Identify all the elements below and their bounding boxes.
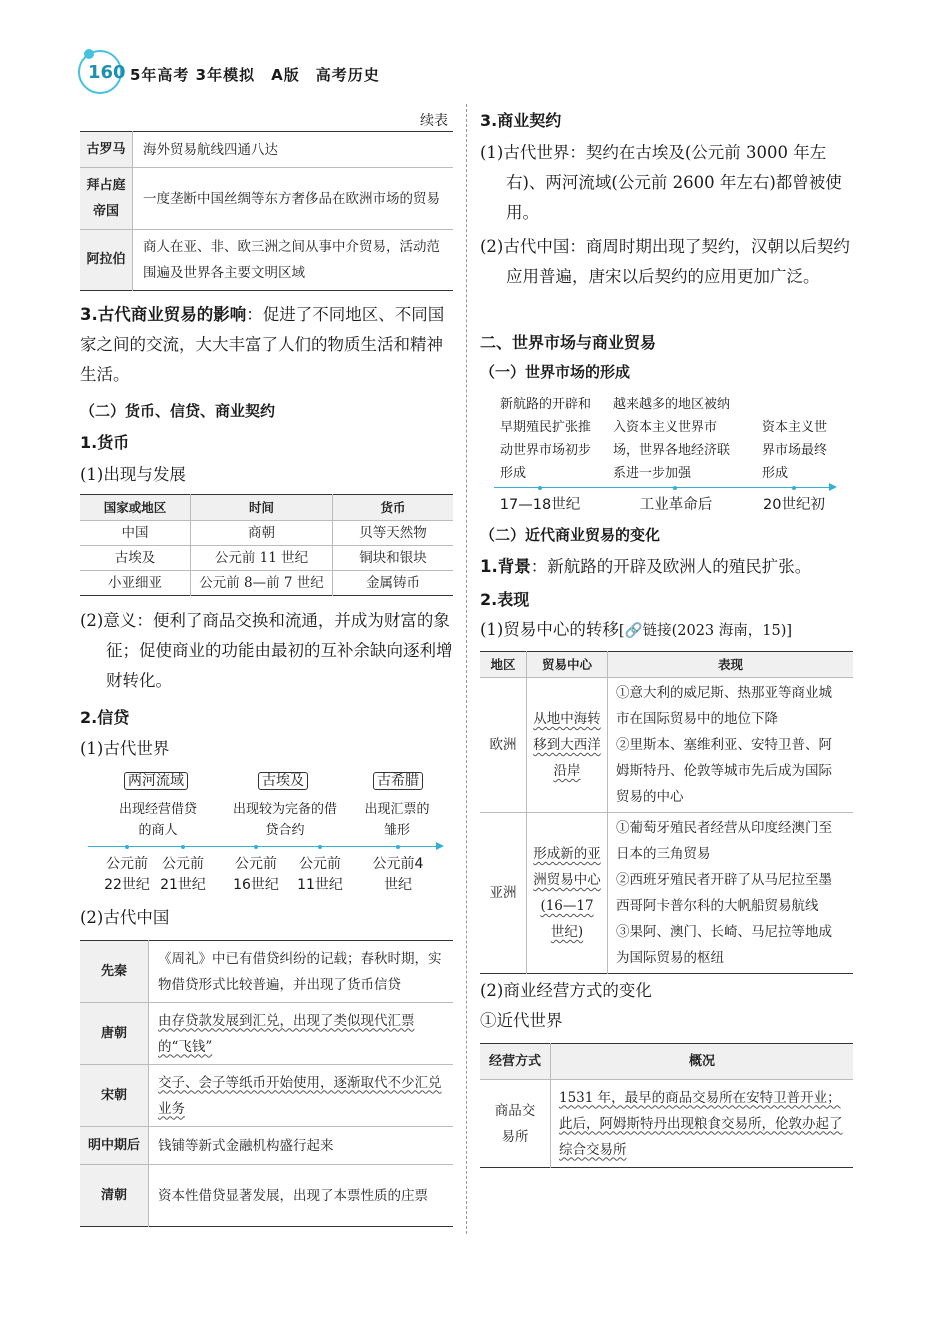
tick-label: 公元前22世纪: [104, 856, 150, 893]
timeline-axis: [88, 846, 440, 847]
continued-label: 续表: [420, 113, 448, 129]
page-number: 160: [88, 62, 126, 83]
period-cell: 明中期后: [80, 1127, 149, 1165]
header-overview: 概况: [688, 1053, 715, 1069]
table-row: [80, 546, 453, 571]
text-cell: 海外贸易航线四通八达: [143, 141, 278, 158]
performance-cell: [608, 678, 854, 813]
table-row: [80, 230, 453, 291]
header-center: 贸易中心: [527, 652, 608, 678]
credit-sub1: (1)古代世界: [80, 739, 170, 758]
performance-item: ①意大利的威尼斯、热那亚等商业城市在国际贸易中的地位下降: [616, 685, 832, 727]
sub2-title: （二）近代商业贸易的变化: [480, 526, 661, 544]
money-table: [80, 494, 453, 596]
table-row: [480, 1080, 853, 1168]
text-cell: 商人在亚、非、欧三洲之间从事中介贸易，活动范围遍及世界各主要文明区域: [143, 239, 440, 281]
region-cell: 欧洲: [480, 678, 527, 813]
table-row: [80, 168, 453, 230]
period-cell: 清朝: [80, 1165, 149, 1227]
performance-sub2: (2)商业经营方式的变化: [480, 981, 652, 1000]
table-row: [480, 678, 853, 813]
tick-label: 公元前11世纪: [297, 856, 343, 893]
tick-label: 公元前21世纪: [160, 856, 206, 893]
cell: 公元前 8—前 7 世纪: [191, 571, 333, 596]
cell: 商朝: [191, 521, 333, 546]
performance-item: ①葡萄牙殖民者经营从印度经澳门至日本的三角贸易: [616, 820, 832, 862]
cell: 金属铸币: [366, 575, 420, 591]
timeline-tick: [254, 845, 258, 849]
center-cell: 从地中海转移到大西洋沿岸: [527, 678, 608, 813]
header-region: 地区: [480, 652, 527, 678]
cell: 贝等天然物: [359, 525, 427, 541]
part2-title: 二、世界市场与商业贸易: [480, 333, 657, 352]
trade-table: [80, 131, 453, 291]
performance-heading: 2.表现: [480, 590, 530, 609]
timeline-box: 两河流域: [120, 771, 192, 792]
contract-p1: (1)古代世界：契约在古埃及(公元前 3000 年左右)、两河流域(公元前 2600 年左右)都曾被使用。: [480, 143, 842, 222]
table-header-row: [480, 1044, 853, 1080]
credit-sub2: (2)古代中国: [80, 908, 170, 927]
trade-center-table: [480, 651, 853, 974]
section2-title: （二）货币、信贷、商业契约: [80, 402, 276, 420]
modern-world-label: ①近代世界: [480, 1011, 563, 1030]
text-cell: 由存贷款发展到汇兑，出现了类似现代汇票的“飞钱”: [158, 1012, 415, 1055]
table-row: [480, 813, 853, 974]
china-credit-table: [80, 940, 453, 1227]
credit-heading: 2.信贷: [80, 708, 130, 727]
period-cell: 先秦: [80, 941, 149, 1003]
timeline-tick: [125, 845, 129, 849]
timeline-desc: 越来越多的地区被纳入资本主义世界市场，世界各地经济联系进一步加强: [613, 397, 731, 481]
performance-sub1-line: [480, 615, 792, 646]
badge-dot: [84, 49, 94, 59]
table-row: [80, 132, 453, 168]
background-label: 1.背景: [480, 557, 531, 576]
money-sub2: (2)意义：便利了商品交换和流通，并成为财富的象征；促使商业的功能由最初的互补余缺向逐利增财转化。: [80, 611, 453, 690]
sub1-title: （一）世界市场的形成: [480, 363, 631, 381]
cell: 公元前 11 世纪: [191, 546, 333, 571]
contract-heading: 3.商业契约: [480, 111, 562, 130]
text-cell: 一度垄断中国丝绸等东方奢侈品在欧洲市场的贸易: [143, 190, 440, 207]
period-cell: 唐朝: [80, 1003, 149, 1065]
cell: 古埃及: [80, 546, 191, 571]
timeline-axis: [494, 487, 832, 488]
period-cell: 宋朝: [80, 1065, 149, 1127]
performance-sub1: (1)贸易中心的转移: [480, 620, 619, 639]
timeline-box: 古埃及: [247, 771, 319, 792]
text-cell: 钱铺等新式金融机构盛行起来: [158, 1137, 334, 1154]
cell: 中国: [80, 521, 191, 546]
timeline-desc: 出现较为完备的借贷合约: [233, 802, 338, 838]
timeline-label: 17—18世纪: [499, 497, 581, 513]
impact-paragraph: [80, 300, 455, 390]
timeline-desc: 新航路的开辟和早期殖民扩张推动世界市场初步形成: [500, 397, 592, 481]
timeline-tick: [673, 486, 677, 490]
performance-cell: [608, 813, 854, 974]
performance-item: ③果阿、澳门、长崎、马尼拉等地成为国际贸易的枢纽: [616, 924, 832, 966]
background-text: ：新航路的开辟及欧洲人的殖民扩张。: [530, 557, 812, 576]
column-divider: [466, 104, 467, 1234]
series-title: 5年高考 3年模拟 A版 高考历史: [130, 66, 380, 84]
table-row: [80, 571, 453, 596]
timeline-tick: [396, 845, 400, 849]
header-performance: 表现: [717, 656, 743, 672]
timeline-label: 20世纪初: [763, 497, 825, 513]
text-cell: 资本性借贷显著发展，出现了本票性质的庄票: [158, 1187, 428, 1204]
contract-p2: (2)古代中国：商周时期出现了契约，汉朝以后契约应用普遍，唐宋以后契约的应用更加广泛。: [480, 237, 850, 286]
timeline-desc: 资本主义世界市场最终形成: [762, 420, 828, 481]
region-cell: 阿拉伯: [80, 230, 133, 291]
impact-text: ：促进了不同地区、不同国家之间的交流，大大丰富了人们的物质生活和精神生活。: [80, 305, 445, 384]
tick-label: 公元前4世纪: [372, 856, 424, 893]
table-header-row: [80, 495, 453, 521]
cell: 小亚细亚: [80, 571, 191, 596]
cell: 铜块和银块: [359, 550, 427, 566]
timeline-label: 工业革命后: [639, 497, 713, 513]
header-currency: 货币: [380, 499, 406, 515]
money-heading: 1.货币: [80, 433, 130, 452]
background-paragraph: [480, 552, 855, 582]
arrow-icon: [436, 842, 444, 850]
mode-cell: 商品交易所: [480, 1080, 551, 1168]
link-reference[interactable]: [🔗链接(2023 海南，15)]: [618, 623, 793, 639]
table-row: [80, 941, 453, 1003]
performance-item: ②西班牙殖民者开辟了从马尼拉至墨西哥阿卡普尔科的大帆船贸易航线: [616, 872, 832, 914]
overview-cell: 1531 年，最早的商品交易所在安特卫普开业；此后，阿姆斯特丹出现粮食交易所，伦敦办起了综合交易所: [559, 1089, 843, 1158]
timeline-desc: 出现汇票的雏形: [364, 802, 430, 838]
header-time: 时间: [191, 495, 333, 521]
center-cell: 形成新的亚洲贸易中心(16—17 世纪): [527, 813, 608, 974]
timeline-box: 古希腊: [362, 771, 434, 792]
header-region: 国家或地区: [80, 495, 191, 521]
timeline-tick: [792, 486, 796, 490]
arrow-icon: [829, 483, 837, 491]
timeline-desc: 出现经营借贷的商人: [118, 802, 197, 838]
header-mode: 经营方式: [480, 1044, 551, 1080]
table-header-row: [480, 652, 853, 678]
region-cell: 古罗马: [80, 132, 133, 168]
region-cell: 亚洲: [480, 813, 527, 974]
table-row: [80, 1003, 453, 1065]
text-cell: 《周礼》中已有借贷纠纷的记载；春秋时期，实物借贷形式比较普遍，并出现了货币信贷: [158, 950, 442, 993]
performance-item: ②里斯本、塞维利亚、安特卫普、阿姆斯特丹、伦敦等城市先后成为国际贸易的中心: [616, 737, 832, 805]
impact-heading: 3.古代商业贸易的影响: [80, 305, 247, 324]
timeline-tick: [318, 845, 322, 849]
table-row: [80, 1165, 453, 1227]
timeline-tick: [181, 845, 185, 849]
table-row: [80, 521, 453, 546]
table-row: [80, 1127, 453, 1165]
text-cell: 交子、会子等纸币开始使用，逐渐取代不少汇兑业务: [158, 1074, 442, 1117]
region-cell: 拜占庭帝国: [80, 168, 133, 230]
money-sub1: (1)出现与发展: [80, 465, 186, 484]
timeline-tick: [538, 486, 542, 490]
exchange-table: [480, 1043, 853, 1168]
table-row: [80, 1065, 453, 1127]
tick-label: 公元前16世纪: [233, 856, 279, 893]
